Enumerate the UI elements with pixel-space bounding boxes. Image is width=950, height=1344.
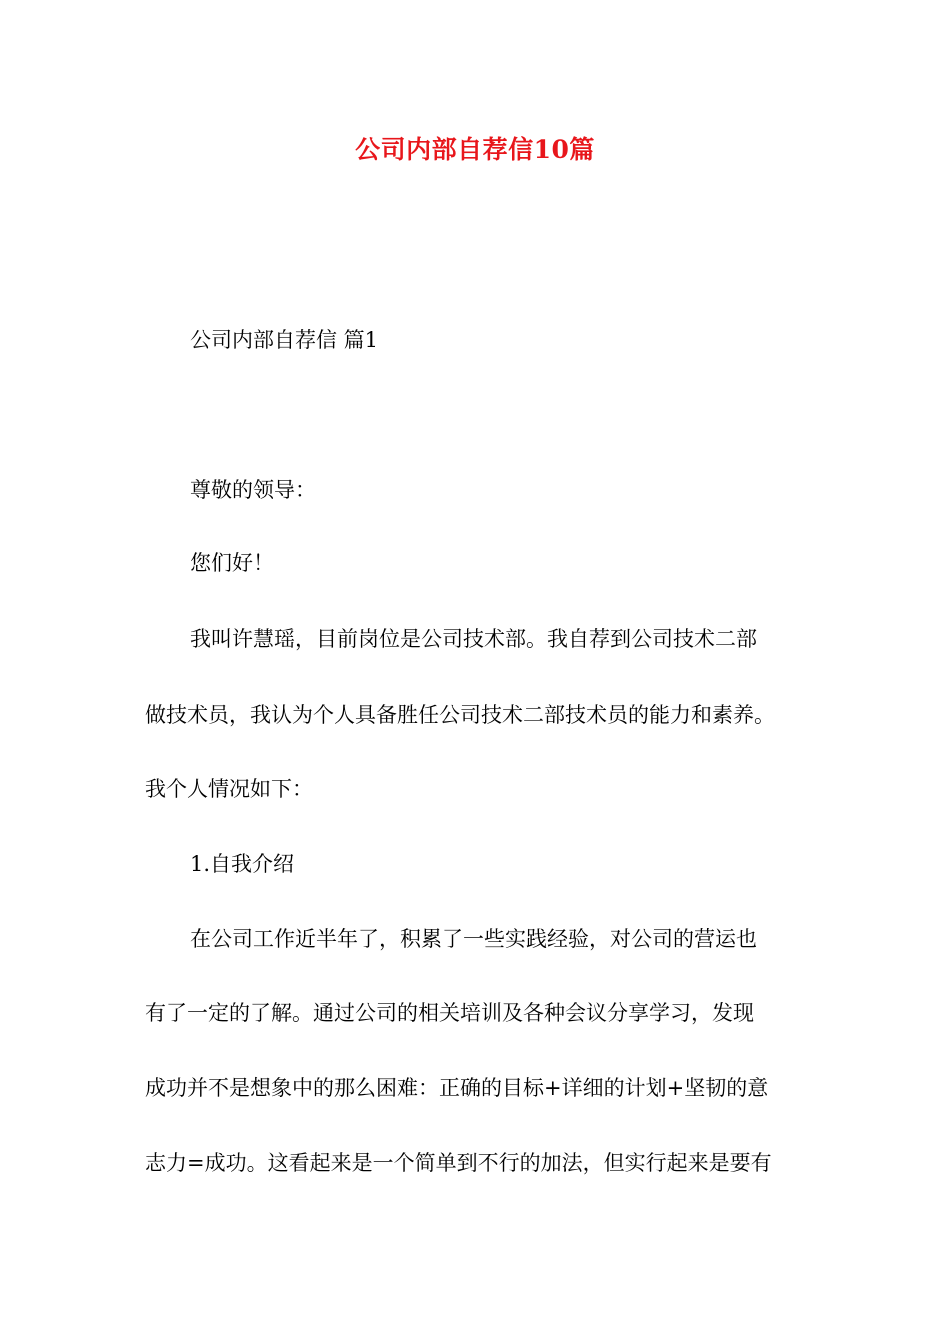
paragraph-line: 在公司工作近半年了，积累了一些实践经验，对公司的营运也 bbox=[190, 927, 757, 951]
paragraph-line: 我叫许慧瑶，目前岗位是公司技术部。我自荐到公司技术二部 bbox=[190, 627, 757, 651]
document-title: 公司内部自荐信10篇 bbox=[355, 135, 595, 164]
subheading-intro: 1.自我介绍 bbox=[190, 852, 295, 876]
paragraph-line: 有了一定的了解。通过公司的相关培训及各种会议分享学习，发现 bbox=[145, 1001, 754, 1025]
paragraph-line: 做技术员，我认为个人具备胜任公司技术二部技术员的能力和素养。 bbox=[145, 703, 775, 727]
paragraph-line: 成功并不是想象中的那么困难：正确的目标+详细的计划+坚韧的意 bbox=[145, 1076, 769, 1100]
salutation: 尊敬的领导： bbox=[190, 478, 316, 502]
greeting: 您们好！ bbox=[190, 551, 274, 575]
section-heading: 公司内部自荐信 篇1 bbox=[190, 328, 379, 352]
paragraph-line: 志力=成功。这看起来是一个简单到不行的加法，但实行起来是要有 bbox=[145, 1151, 772, 1175]
paragraph-line: 我个人情况如下： bbox=[145, 777, 313, 801]
